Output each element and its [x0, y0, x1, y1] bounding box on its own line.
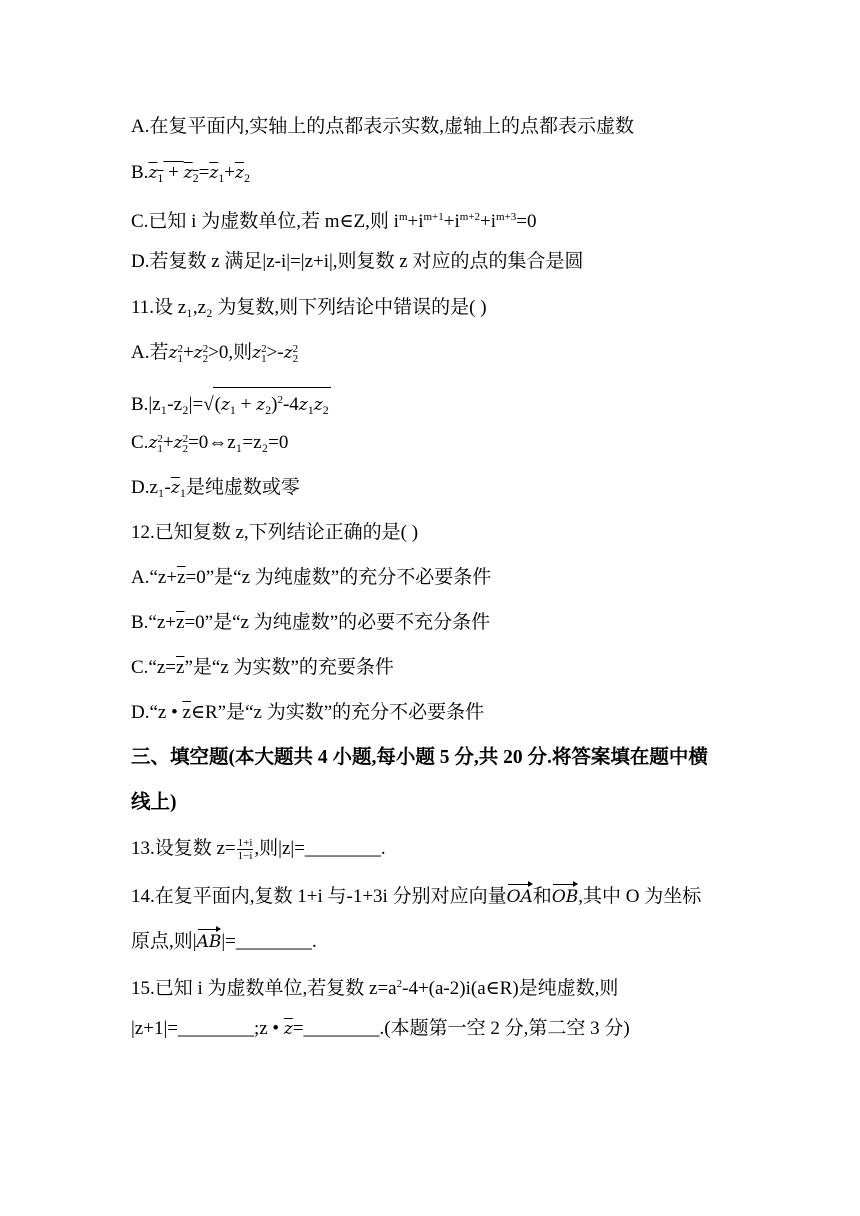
q12-option-c: [131, 656, 394, 680]
superscript: m+1: [423, 211, 444, 223]
q15-line2: [131, 1017, 630, 1041]
conjugate-z: $\overline{z}$: [182, 702, 191, 723]
q10-option-a: [131, 115, 634, 139]
text: =0”是“z 为纯虚数”的充分不必要条件: [185, 567, 492, 588]
plus: +: [235, 394, 257, 415]
superscript: 2: [202, 342, 209, 355]
text: =0⇔z₁=z₂=0: [188, 432, 289, 453]
math-var: z: [256, 395, 266, 415]
q11-option-d: [131, 476, 300, 505]
subscript: 1: [177, 352, 183, 365]
equals: =: [198, 162, 210, 183]
q11-stem-text: 11.设 z₁,z₂ 为复数,则下列结论中错误的是( ): [131, 297, 487, 318]
subscript: 2: [192, 171, 199, 185]
subscript: 2: [182, 442, 189, 455]
q10-option-c: [131, 205, 537, 234]
script: [293, 344, 299, 364]
text: =0: [516, 211, 537, 232]
numerator: 1+i: [237, 837, 253, 850]
text: -4: [282, 394, 299, 415]
plus: +: [224, 162, 235, 183]
subscript: 1: [218, 171, 225, 185]
superscript: 2: [292, 342, 299, 355]
math-var: z: [220, 395, 230, 415]
plus: +: [182, 342, 194, 363]
q12-option-a: [131, 566, 491, 590]
q12-stem-text: 12.已知复数 z,下列结论正确的是( ): [131, 522, 419, 543]
text: 14.在复平面内,复数 1+i 与-1+3i 分别对应向量: [131, 886, 507, 907]
vector-ob: OB: [552, 882, 578, 909]
text: C.“z=: [131, 657, 177, 678]
subscript: 2: [202, 352, 209, 365]
conjugate-z: $\overline{z}$: [177, 567, 186, 588]
math-var: z: [193, 343, 203, 363]
q11-option-b: [131, 387, 331, 422]
superscript: m: [398, 211, 408, 223]
conjugate-z: $\overline{z}$: [176, 657, 185, 678]
math-var: z: [252, 343, 262, 363]
superscript: 2: [177, 342, 183, 355]
q10-option-b: [131, 161, 250, 190]
vector-oa: OA: [507, 882, 533, 909]
math-var: z: [168, 343, 178, 363]
superscript: m+2: [459, 211, 481, 223]
subscript: 1: [307, 403, 314, 417]
q10-option-d-text: D.若复数 z 满足|z-i|=|z+i|,则复数 z 对应的点的集合是圆: [131, 251, 584, 272]
math-var: $\overline{z}$: [209, 163, 219, 183]
fraction: [237, 837, 254, 862]
text: ∈R”是“z 为实数”的充分不必要条件: [190, 702, 485, 723]
text: +i: [407, 211, 424, 232]
superscript: 2: [157, 432, 163, 445]
math-var: z: [148, 163, 158, 183]
text: ,则|z|=________.: [254, 838, 386, 859]
q12-stem: [131, 521, 418, 545]
subscript: 2: [322, 403, 329, 417]
text: -4+(a-2)i(a∈R)是纯虚数,则: [402, 978, 619, 999]
text: +i: [443, 211, 460, 232]
text: >0,则: [208, 342, 253, 363]
math-var: z: [313, 395, 323, 415]
sqrt-sign: √: [203, 394, 214, 415]
text: A.“z+: [131, 567, 178, 588]
text: 是纯虚数或零: [185, 477, 300, 498]
math-var: z: [173, 433, 183, 453]
q12-option-d: [131, 701, 484, 725]
section-3-heading-line1: 三、填空题(本大题共 4 小题,每小题 5 分,共 20 分.将答案填在题中横: [131, 747, 708, 768]
q11-option-c: [131, 431, 288, 455]
text: ,其中 O 为坐标: [578, 886, 702, 907]
conjugate-sum: [148, 162, 198, 183]
plus: +: [162, 432, 174, 453]
subscript: 2: [243, 171, 250, 185]
superscript: m+3: [496, 211, 517, 223]
superscript: 2: [396, 978, 403, 990]
subscript: 2: [265, 403, 272, 417]
plus: +: [163, 162, 184, 183]
text: |z+1|=________;z •: [131, 1018, 284, 1039]
text: 13.设复数 z=: [131, 838, 236, 859]
math-var: $\overline{z}$: [170, 478, 180, 498]
denominator: 1−i: [237, 850, 253, 863]
q11-stem: [131, 296, 487, 320]
text: =0”是“z 为纯虚数”的必要不充分条件: [184, 612, 491, 633]
superscript: 2: [277, 394, 283, 406]
text: |=________.: [221, 931, 317, 952]
text: >-: [266, 342, 284, 363]
text: C.已知 i 为虚数单位,若 m∈Z,则 i: [131, 211, 399, 232]
section-3-heading-line2: 线上): [131, 792, 177, 813]
text: =________.(本题第一空 2 分,第二空 3 分): [292, 1018, 630, 1039]
subscript: 1: [261, 352, 267, 365]
q14-line1: [131, 882, 701, 909]
subscript: 1: [157, 442, 163, 455]
text: +i: [480, 211, 497, 232]
math-var: z: [183, 163, 193, 183]
subscript: 1: [229, 403, 236, 417]
text: C.: [131, 432, 149, 453]
paren: (: [214, 394, 221, 415]
subscript: 1: [157, 171, 164, 185]
q13: [131, 837, 386, 862]
math-var: z: [283, 343, 293, 363]
q12-option-b: [131, 611, 490, 635]
subscript: 2: [292, 352, 299, 365]
text: 原点,则|: [131, 931, 197, 952]
math-var: z: [298, 395, 308, 415]
text: D.“z •: [131, 702, 183, 723]
section-3-heading-cont: [131, 791, 177, 815]
math-var: $\overline{z}$: [283, 1019, 293, 1039]
q10-option-d: [131, 250, 584, 274]
radicand: [213, 387, 331, 422]
superscript: 2: [182, 432, 189, 445]
text: B.|z₁-z₂|=: [131, 394, 204, 415]
math-var: z: [148, 433, 158, 453]
section-3-heading: [131, 746, 708, 770]
vector-ab: AB: [197, 927, 222, 954]
superscript: 2: [261, 342, 267, 355]
q10-option-a-text: A.在复平面内,实轴上的点都表示实数,虚轴上的点都表示虚数: [131, 116, 634, 137]
paren: ): [271, 394, 278, 415]
text: A.若: [131, 342, 169, 363]
text: ”是“z 为实数”的充要条件: [184, 657, 394, 678]
option-label: B.: [131, 162, 149, 183]
q15-line1: [131, 972, 618, 1001]
subscript: 1: [179, 486, 186, 500]
q11-option-a: [131, 341, 298, 365]
text: D.z₁-: [131, 477, 171, 498]
conjugate-z: $\overline{z}$: [176, 612, 185, 633]
text: B.“z+: [131, 612, 177, 633]
q14-line2: [131, 927, 317, 954]
text: 和: [532, 886, 552, 907]
text: 15.已知 i 为虚数单位,若复数 z=a: [131, 978, 397, 999]
math-var: $\overline{z}$: [235, 163, 244, 183]
